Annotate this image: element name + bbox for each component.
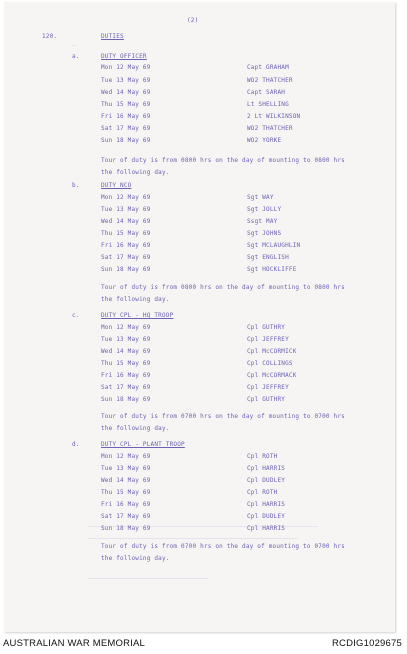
duty-heading: DUTY OFFICER: [101, 53, 147, 60]
roster-person: Sgt HOCKLIFFE: [247, 266, 297, 273]
roster-person: Sgt JOLLY: [247, 206, 282, 213]
roster-person: Cpl HARRIS: [247, 465, 286, 472]
section-number: 120.: [42, 33, 58, 40]
footer-id: RCDIG1029675: [332, 638, 402, 649]
duty-note: the following day.: [101, 296, 170, 303]
duty-note: the following day.: [101, 169, 170, 176]
roster-person: Cpl DUDLEY: [247, 513, 286, 520]
roster-person: Cpl COLLINGS: [247, 360, 293, 367]
paragraph-label-d: d.: [72, 441, 80, 448]
roster-person: Sgt JOHNS: [247, 230, 282, 237]
roster-date: Fri 16 May 69: [101, 372, 151, 379]
roster-date: Mon 12 May 69: [101, 194, 151, 201]
roster-date: Sun 18 May 69: [101, 396, 151, 403]
roster-person: Sgt MCLAUGHLIN: [247, 242, 301, 249]
footer-source: AUSTRALIAN WAR MEMORIAL: [3, 638, 146, 649]
roster-person: WO2 THATCHER: [247, 125, 293, 132]
duty-note: Tour of duty is from 0800 hrs on the day of mounting to 0800 hrs: [101, 157, 345, 164]
roster-person: Cpl JEFFREY: [247, 336, 289, 343]
duty-note: Tour of duty is from 0800 hrs on the day of mounting to 0800 hrs: [101, 284, 345, 291]
roster-date: Wed 14 May 69: [101, 348, 151, 355]
roster-date: Mon 12 May 69: [101, 453, 151, 460]
roster-date: Thu 15 May 69: [101, 101, 151, 108]
roster-person: Sgt ENGLISH: [247, 254, 289, 261]
bleed-through-line: [88, 578, 208, 579]
roster-date: Mon 12 May 69: [101, 64, 151, 71]
duty-heading: DUTY CPL - HQ TROOP: [101, 312, 174, 319]
paragraph-label-c: c.: [72, 312, 80, 319]
paragraph-label-b: b.: [72, 182, 80, 189]
roster-date: Fri 16 May 69: [101, 242, 151, 249]
roster-person: 2 Lt WILKINSON: [247, 113, 301, 120]
roster-date: Mon 12 May 69: [101, 324, 151, 331]
roster-date: Sun 18 May 69: [101, 266, 151, 273]
duty-note: the following day.: [101, 555, 170, 562]
roster-person: Cpl JEFFREY: [247, 384, 289, 391]
duty-heading: DUTY NCO: [101, 182, 132, 189]
roster-date: Tue 13 May 69: [101, 206, 151, 213]
duty-note: the following day.: [101, 425, 170, 432]
roster-person: Capt GRAHAM: [247, 64, 289, 71]
paragraph-label-a: a.: [72, 53, 80, 60]
roster-date: Tue 13 May 69: [101, 77, 151, 84]
bleed-through-line: [88, 538, 298, 539]
roster-person: Cpl HARRIS: [247, 501, 286, 508]
roster-date: Sun 18 May 69: [101, 525, 151, 532]
roster-date: Tue 13 May 69: [101, 465, 151, 472]
roster-person: Lt SHELLING: [247, 101, 289, 108]
roster-person: Cpl DUDLEY: [247, 477, 286, 484]
roster-person: Sgt WAY: [247, 194, 274, 201]
roster-person: Cpl ROTH: [247, 453, 278, 460]
section-title: DUTIES: [101, 33, 124, 40]
duty-note: Tour of duty is from 0700 hrs on the day of mounting to 0700 hrs: [101, 543, 345, 550]
faint-mark: [72, 45, 76, 46]
roster-date: Thu 15 May 69: [101, 489, 151, 496]
roster-person: Cpl ROTH: [247, 489, 278, 496]
roster-date: Sun 18 May 69: [101, 137, 151, 144]
roster-person: Cpl GUTHRY: [247, 396, 286, 403]
roster-date: Sat 17 May 69: [101, 125, 151, 132]
roster-date: Fri 16 May 69: [101, 113, 151, 120]
roster-person: Cpl HARRIS: [247, 525, 286, 532]
roster-date: Thu 15 May 69: [101, 360, 151, 367]
roster-date: Sat 17 May 69: [101, 513, 151, 520]
roster-date: Wed 14 May 69: [101, 477, 151, 484]
roster-date: Wed 14 May 69: [101, 218, 151, 225]
roster-date: Fri 16 May 69: [101, 501, 151, 508]
roster-person: Cpl McCORMACK: [247, 372, 297, 379]
roster-date: Sat 17 May 69: [101, 254, 151, 261]
duty-note: Tour of duty is from 0700 hrs on the day of mounting to 0700 hrs: [101, 413, 345, 420]
roster-date: Tue 13 May 69: [101, 336, 151, 343]
page-number: (2): [187, 17, 199, 24]
roster-date: Wed 14 May 69: [101, 89, 151, 96]
roster-date: Thu 15 May 69: [101, 230, 151, 237]
roster-person: Cpl McCORMICK: [247, 348, 297, 355]
roster-person: WO2 THATCHER: [247, 77, 293, 84]
roster-date: Sat 17 May 69: [101, 384, 151, 391]
duty-heading: DUTY CPL - PLANT TROOP: [101, 441, 185, 448]
roster-person: Capt SARAH: [247, 89, 286, 96]
roster-person: Cpl GUTHRY: [247, 324, 286, 331]
roster-person: Ssgt MAY: [247, 218, 278, 225]
roster-person: WO2 YORKE: [247, 137, 282, 144]
